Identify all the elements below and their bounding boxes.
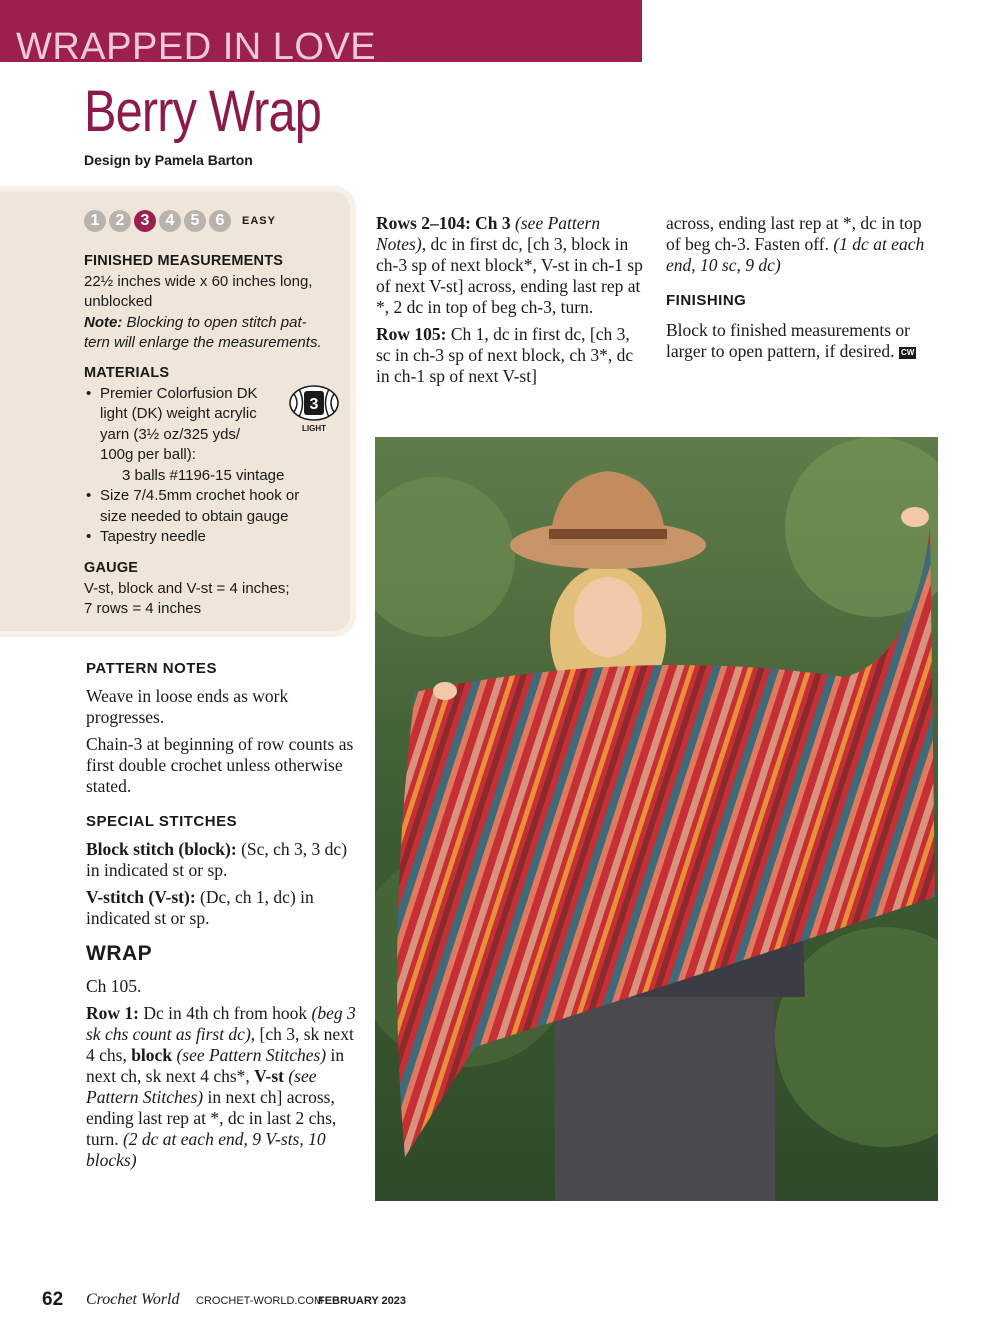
pattern-note: Chain-3 at beginning of row counts as first double crochet unless otherwise stated. bbox=[86, 734, 354, 796]
magazine-name: Crochet World bbox=[86, 1291, 180, 1308]
skill-level-6: 6 bbox=[209, 210, 231, 232]
left-column bbox=[86, 658, 356, 1177]
rows-2-104-instruction: Rows 2–104: Ch 3 (see Pattern Notes), dc in first dc, [ch 3, block in ch-3 sp of next block*, V-st in ch-1 sp of next V-st] across, ending last rep at *, 2 dc in top of beg ch-3, turn. bbox=[376, 213, 643, 317]
gauge-line: 7 rows = 4 inches bbox=[84, 600, 202, 617]
finishing-text: Block to finished measurements or larger to open pattern, if desired. CW bbox=[666, 320, 915, 361]
note-label: Note: bbox=[84, 313, 123, 331]
materials-item-needle: • Tapestry needle bbox=[84, 527, 299, 548]
issue-date: FEBRUARY 2023 bbox=[318, 1295, 407, 1307]
skill-level-5: 5 bbox=[184, 210, 206, 232]
measurements-line: unblocked bbox=[84, 293, 153, 310]
section-banner bbox=[0, 0, 642, 68]
wrap-photo bbox=[375, 437, 938, 1201]
wrap-heading: WRAP bbox=[86, 942, 153, 965]
measurements-heading: FINISHED MEASUREMENTS bbox=[84, 253, 284, 269]
pattern-note: Weave in loose ends as work progresses. bbox=[86, 686, 289, 727]
end-mark-icon: CW bbox=[900, 348, 915, 357]
yarn-weight-label: LIGHT bbox=[302, 424, 326, 433]
skill-level-4: 4 bbox=[159, 210, 181, 232]
middle-column bbox=[376, 213, 646, 393]
designer-byline: Design by Pamela Barton bbox=[84, 152, 253, 168]
skill-level-3-selected: 3 bbox=[134, 210, 156, 232]
materials bbox=[84, 363, 299, 548]
finished-measurements bbox=[84, 251, 322, 354]
section-title: WRAPPED IN LOVE bbox=[16, 26, 377, 68]
right-column bbox=[666, 213, 938, 368]
yarn-weight-icon bbox=[288, 384, 340, 434]
special-stitch-vst: V-stitch (V-st): (Dc, ch 1, dc) in indicated st or sp. bbox=[86, 887, 314, 928]
note-text: Blocking to open stitch pat- bbox=[126, 313, 307, 331]
page-number: 62 bbox=[42, 1289, 64, 1310]
special-stitch-block: Block stitch (block): (Sc, ch 3, 3 dc) in indicated st or sp. bbox=[86, 839, 348, 880]
gauge bbox=[84, 558, 290, 620]
row-105-instruction: Row 105: Ch 1, dc in first dc, [ch 3, sc in ch-3 sp of next block, ch 3*, dc in ch-1 sp of next V-st] bbox=[376, 324, 634, 386]
chain-instruction: Ch 105. bbox=[86, 976, 142, 996]
row-105-continued: across, ending last rep at *, dc in top of beg ch-3. Fasten off. (1 dc at each end, 10 sc, 9 dc) bbox=[666, 213, 925, 275]
skill-level-1: 1 bbox=[84, 210, 106, 232]
finishing-heading: FINISHING bbox=[666, 292, 747, 309]
materials-item-yarn: • Premier Colorfusion DK light (DK) weight acrylic yarn (3½ oz/325 yds/ 100g per ball): 3 balls #1196-15 vintage bbox=[84, 384, 299, 487]
materials-item-hook: • Size 7/4.5mm crochet hook or size needed to obtain gauge bbox=[84, 486, 299, 527]
row-1-instruction: Row 1: Dc in 4th ch from hook (beg 3 sk chs count as first dc), [ch 3, sk next 4 chs, block (see Pattern Stitches) in next ch, sk next 4 chs*, V-st (see Pattern Stitches) in next ch] across, ending last rep at *, dc in last 2 chs, turn. (2 dc at each end, 9 V-sts, 10 blocks) bbox=[86, 1003, 356, 1170]
gauge-line: V-st, block and V-st = 4 inches; bbox=[84, 579, 290, 597]
yarn-weight-number: 3 bbox=[309, 396, 319, 413]
special-stitches-heading: SPECIAL STITCHES bbox=[86, 813, 238, 830]
skill-level-2: 2 bbox=[109, 210, 131, 232]
skill-level-label: EASY bbox=[242, 215, 276, 227]
skill-level bbox=[84, 210, 276, 232]
magazine-url: CROCHET-WORLD.COM bbox=[196, 1295, 324, 1307]
note-text: tern will enlarge the measurements. bbox=[84, 334, 322, 351]
materials-heading: MATERIALS bbox=[84, 365, 170, 381]
gauge-heading: GAUGE bbox=[84, 560, 139, 576]
measurements-line: 22½ inches wide x 60 inches long, bbox=[84, 272, 313, 290]
pattern-notes-heading: PATTERN NOTES bbox=[86, 660, 217, 677]
page-title: Berry Wrap bbox=[84, 79, 322, 144]
